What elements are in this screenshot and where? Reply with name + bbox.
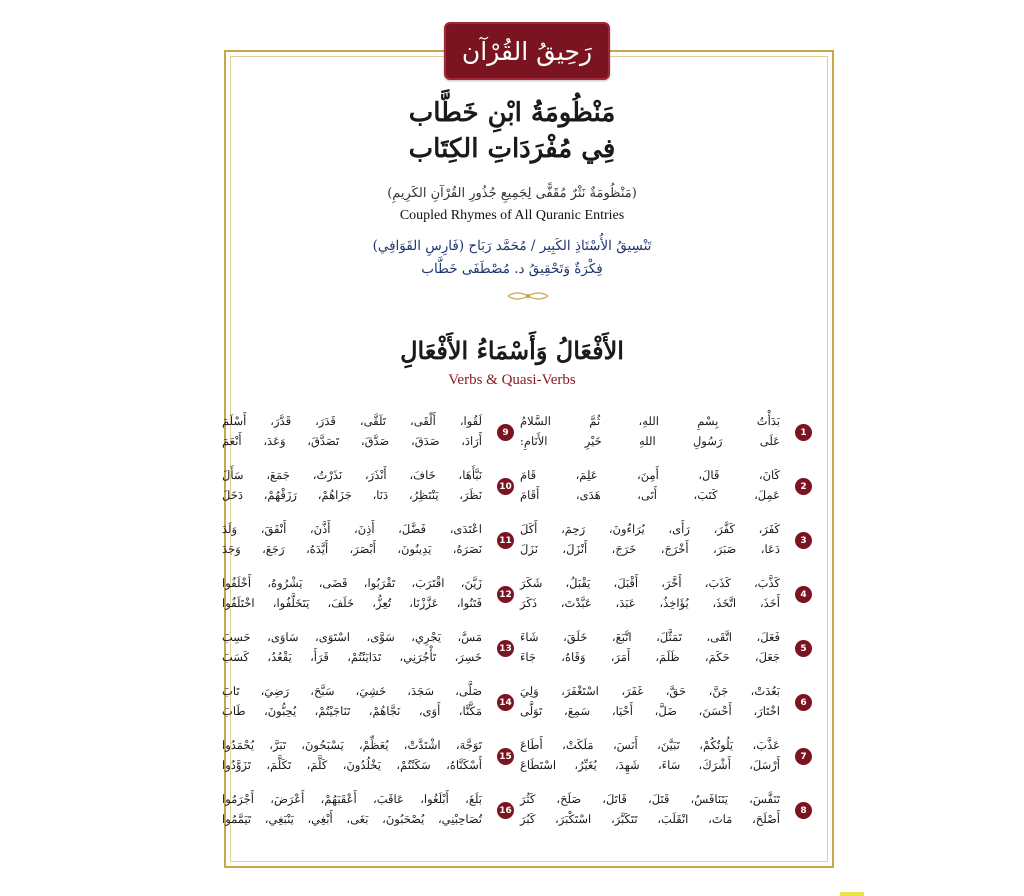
entry-8 (520, 789, 807, 829)
entry-2 (520, 465, 807, 505)
entry-line-1: نَبَّأَهَا، خَافَ، أَنْذَرَ، نَذَرْتُ، جَمَعَ، سَأَلَ (222, 468, 482, 482)
section-title-english: Verbs & Quasi-Verbs (448, 372, 576, 388)
entry-5 (520, 627, 807, 667)
entry-line-2: نَظَرَ، يَنْتَظِرُ، دَنَا، جَزَاهُمْ، رَزَقْهُمْ، دَخَلَ (222, 488, 482, 502)
entry-line-1: اعْتَدَى، فَضَّلَ، أَذِنَ، أَذَّنَ، أَنْفَقَ، وَلَدَ (222, 522, 482, 536)
entry-6 (520, 681, 807, 721)
entry-3 (520, 519, 807, 559)
subtitle-english: Coupled Rhymes of All Quranic Entries (399, 208, 625, 223)
entry-number: 5 (795, 640, 812, 657)
entry-line-2: عَلَى رَسُولِ اللهِ خَيْرِ الأَنَامِ: (520, 434, 780, 448)
entry-line-2: أَصْلَحَ، مَاتَ، انْقَلَبَ، تَتَكَبَّرَ، اسْتَكْبَرَ، كَبُرَ (520, 812, 780, 826)
entry-line-2: خَسِرَ، تَأْجُرَنِي، تَدَايَنْتُمْ، قَرَأَ، يَقْعُدُ، كَسَبَ (222, 650, 482, 664)
entry-number: 1 (795, 424, 812, 441)
entry-line-2: دَعَا، صَبَرَ، أَخْرَجَ، خَرَجَ، أَنْزَلَ، نَزَلَ (520, 542, 780, 556)
entry-number: 6 (795, 694, 812, 711)
title-badge: رَحِيقُ القُرْآن (444, 22, 610, 80)
entry-line-1: تَوَجَّهَ، اشْتَدَّتْ، يُعَظِّمْ، يَسْبَحُونَ، تَبَرَّ، يُحْمَدُوا (222, 738, 482, 752)
subtitle-arabic: (مَنْظُومَةٌ نَثْرٌ مُقَفًّى لِجَمِيعِ جُذُورِ القُرْآنِ الكَرِيمِ) (387, 186, 637, 201)
entry-16 (222, 789, 512, 829)
entry-line-1: كَفَرَ، كَفَّرَ، رَأَى، يُرَاءُونَ، رَحِمَ، أَكَلَ (520, 522, 780, 536)
entry-line-2: نَصَرَهُ، يَدِينُونَ، أَبْصَرَ، أَيَّدَهُ، رَجَعَ، وَجَدَ (222, 542, 482, 556)
book-title-line-1: مَنْظُومَةُ ابْنِ خَطَّاب (408, 98, 616, 128)
entry-line-1: تَنَفَّسَ، يَتَنَافَسُ، قَتَلَ، قَاتَلَ، صَلَحَ، كَثُرَ (520, 792, 780, 806)
entry-line-1: صَلَّى، سَجَدَ، خَشِيَ، سَبَّحَ، رَضِيَ، تَابَ (222, 684, 482, 698)
entry-line-1: كَذَّبَ، كَذَبَ، أَخَّرَ، أَقْبَلَ، يَقْبَلُ، شَكَرَ (520, 576, 780, 590)
entry-line-2: أَرْسَلَ، أَشْرَكَ، سَاءَ، شَهِدَ، يُغَيِّرُ، اسْتَطَاعَ (520, 758, 780, 772)
entry-line-1: مَسَّ، يَجْرِي، سَوَّى، اسْتَوَى، سَاوَى، حَسِبَ (222, 630, 482, 644)
entry-number: 11 (497, 532, 514, 549)
entry-line-2: فَتَنُوا، عَزَّزْنَا، تُعِزُّ، خَلَفَ، يَتَخَلَّفُوا، اخْتَلَفُوا (222, 596, 482, 610)
entry-13 (222, 627, 512, 667)
entry-number: 8 (795, 802, 812, 819)
entry-line-2: جَعَلَ، حَكَمَ، ظَلَمَ، أَمَرَ، وَقَاهُ، جَاءَ (520, 650, 780, 664)
entry-number: 14 (497, 694, 514, 711)
entry-12 (222, 573, 512, 613)
entry-14 (222, 681, 512, 721)
corner-mark (840, 892, 864, 896)
ornament-icon (506, 290, 550, 302)
entry-number: 9 (497, 424, 514, 441)
entry-line-2: أَسْكَنَّاهُ، سَكَنْتُمْ، يَخْلُدُونَ، كَلَّمَ، تَكَلَّمَ، تَزَوَّدُوا (222, 758, 482, 772)
entry-line-2: اخْتَارَ، أَحْسَنَ، ضَلَّ، أَحْيَا، سَمِعَ، تَوَلَّى (520, 704, 780, 718)
entry-number: 10 (497, 478, 514, 495)
entry-10 (222, 465, 512, 505)
entry-number: 13 (497, 640, 514, 657)
entry-number: 15 (497, 748, 514, 765)
entry-line-1: لَقُوا، أَلْقَى، تَلَقَّى، قَدَرَ، قَدَّرَ، أَسْلَمَ (222, 414, 482, 428)
entry-line-2: عَمِلَ، كَتَبَ، أَتَى، هَدَى، أَقَامَ (520, 488, 780, 502)
entry-line-1: عَذَّبَ، يَلُوتُكُمْ، تَبَيَّنَ، أَنَسَ، مَلَكَتْ، أَطَاعَ (520, 738, 780, 752)
entry-line-1: بَعُدَتْ، جَنَّ، حَقَّ، غَفَرَ، اسْتَغْفَرَ، وَلِيَ (520, 684, 780, 698)
entry-7 (520, 735, 807, 775)
entry-line-1: كَانَ، قَالَ، أَمِنَ، عَلِمَ، قَامَ (520, 468, 780, 482)
entry-line-2: مَكَّنَّا، أَوَى، نَجَّاهُمْ، تَنَاجَيْتُمْ، يُحِبُّونَ، طَابَ (222, 704, 482, 718)
entry-line-1: فَعَلَ، اتَّقَى، تَمَثَّلَ، اتَّبَعَ، خَلَقَ، شَاءَ (520, 630, 780, 644)
section-title-arabic: الأَفْعَالُ وَأَسْمَاءُ الأَفْعَالِ (400, 336, 624, 365)
entry-line-1: بَدَأْتُ بِسْمِ اللهِ، ثُمَّ السَّلامُ (520, 414, 780, 428)
credit-coordinator: تَنْسِيقُ الأُسْتَاذِ الكَبِير / مُحَمَّد رَبَاح (فَارِسِ القَوَافِي) (372, 238, 652, 254)
entry-4 (520, 573, 807, 613)
entry-line-1: بَلَغَ، أَبْلَغُوا، عَاقَبَ، أَعْقَبَهُمْ، أَعْرَضَ، أَجْرَمُوا (222, 792, 482, 806)
entry-number: 2 (795, 478, 812, 495)
entry-11 (222, 519, 512, 559)
entry-line-1: زَيَّنَ، اقْتَرَبَ، تَقْرَبُوا، قَضَى، يَشْرُوهُ، أَخْلَفُوا (222, 576, 482, 590)
entry-15 (222, 735, 512, 775)
entry-number: 3 (795, 532, 812, 549)
book-title-line-2: فِي مُفْرَدَاتِ الكِتَاب (408, 134, 616, 164)
entry-line-2: أَرَادَ، صَدَقَ، صَدَّقَ، تَصَدَّقَ، وَعَدَ، أَنْعَمَ (222, 434, 482, 448)
entry-9 (222, 411, 509, 451)
entry-number: 12 (497, 586, 514, 603)
entry-number: 4 (795, 586, 812, 603)
entry-1 (520, 411, 807, 451)
entry-number: 7 (795, 748, 812, 765)
entry-line-2: أَخَذَ، اتَّخَذَ، يُؤَاخِذُ، عَبَدَ، عَبَّدْتَ، ذَكَرَ (520, 596, 780, 610)
entry-number: 16 (497, 802, 514, 819)
entry-line-2: تُصَاحِبْنِي، يُصْحَبُونَ، بَغَى، أَبْغِي، يَنْبَغِي، تَيَمَّمُوا (222, 812, 482, 826)
credit-author: فِكْرَةٌ وَتَحْقِيقُ د. مُصْطَفَى خَطَّاب (421, 261, 603, 277)
